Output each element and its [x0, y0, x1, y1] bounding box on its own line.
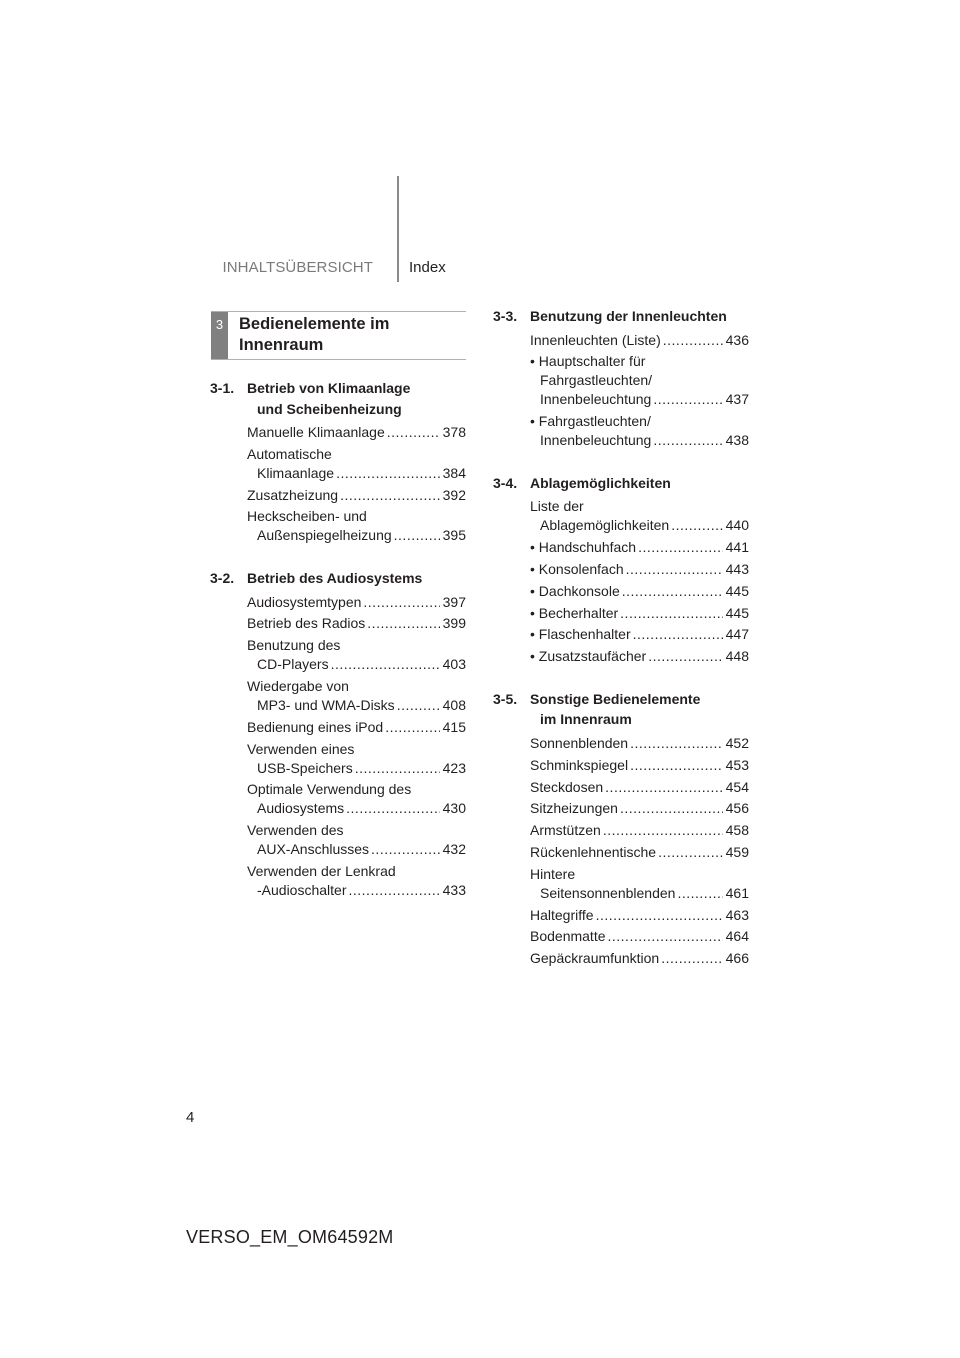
section-heading	[211, 311, 466, 360]
toc-entry-text: Audiosystems	[257, 800, 345, 817]
toc-entry-line	[530, 799, 749, 818]
toc-entry-text-line: Verwenden eines	[247, 740, 355, 757]
toc-group-heading-line	[210, 378, 466, 399]
toc-entry-page: 459	[725, 843, 749, 860]
dot-leader	[658, 843, 723, 862]
toc-entry-text: Audiosystemtypen	[247, 593, 362, 610]
dot-leader	[671, 516, 722, 535]
dot-leader	[653, 390, 722, 409]
toc-entry-text: USB-Speichers	[257, 759, 353, 776]
dot-leader	[605, 778, 722, 797]
toc-entry-line	[247, 614, 466, 633]
toc-entry-line	[247, 593, 466, 612]
toc-entry[interactable]	[247, 718, 466, 737]
toc-entry-text: • Zusatzstaufächer	[530, 648, 647, 665]
toc-entry-text: Innenleuchten (Liste)	[530, 331, 661, 348]
toc-group-heading	[493, 306, 749, 327]
dot-leader	[653, 431, 722, 450]
toc-group-heading-line	[210, 568, 466, 589]
toc-entry[interactable]	[247, 780, 466, 818]
toc-entry-text: • Handschuhfach	[530, 539, 637, 556]
toc-items	[493, 734, 749, 968]
toc-entry[interactable]	[530, 949, 749, 968]
toc-entry-text-line: • Hauptschalter für	[530, 353, 646, 370]
toc-group-heading-line	[493, 473, 749, 494]
toc-entry-text: Sonnenblenden	[530, 734, 629, 751]
toc-items	[493, 331, 749, 451]
toc-entry-line	[530, 582, 749, 601]
toc-group-heading	[210, 378, 466, 419]
toc-entry[interactable]	[530, 906, 749, 925]
toc-entry-line	[247, 840, 466, 859]
toc-entry-page: 464	[725, 928, 749, 945]
toc-entry-text-line: Hintere	[530, 865, 576, 882]
group-spacer	[493, 453, 749, 473]
toc-entry[interactable]	[247, 593, 466, 612]
toc-entry-line	[530, 560, 749, 579]
toc-entry-text: Seitensonnenblenden	[540, 884, 676, 901]
toc-entry-line	[530, 625, 749, 644]
toc-entry-text-line: Benutzung des	[247, 637, 341, 654]
header-link-index[interactable]: Index	[409, 259, 446, 276]
toc-entry-page: 423	[442, 759, 466, 776]
toc-entry[interactable]	[247, 677, 466, 715]
toc-entry-line	[247, 526, 466, 545]
toc-entry-text: Manuelle Klimaanlage	[247, 424, 385, 440]
toc-entry[interactable]	[530, 497, 749, 535]
toc-entry[interactable]	[247, 821, 466, 859]
dot-leader	[622, 582, 723, 601]
toc-entry[interactable]	[530, 778, 749, 797]
toc-entry-line	[247, 464, 466, 483]
toc-entry-line	[530, 647, 749, 666]
dot-leader	[346, 799, 439, 818]
toc-entry-page: 432	[442, 841, 466, 858]
dot-leader	[367, 614, 439, 633]
toc-entry-text: Steckdosen	[530, 778, 604, 795]
toc-group-number: 3-4.	[493, 474, 518, 491]
toc-entry-text: Haltegriffe	[530, 906, 594, 923]
toc-entry-page: 392	[442, 486, 466, 503]
toc-entry-line	[530, 884, 749, 903]
document-code: VERSO_EM_OM64592M	[186, 1227, 394, 1247]
toc-entry-page: 443	[725, 560, 749, 577]
toc-entry-page: 438	[725, 432, 749, 449]
toc-entry-text: CD-Players	[257, 656, 329, 673]
toc-entry[interactable]	[247, 636, 466, 674]
dot-leader	[336, 464, 440, 483]
dot-leader	[677, 884, 722, 903]
toc-entry[interactable]	[530, 604, 749, 623]
page-number: 4	[186, 1109, 195, 1126]
toc-group-title: Betrieb des Audiosystems	[247, 570, 423, 587]
toc-entry-text: Armstützen	[530, 822, 601, 839]
toc-group-number: 3-2.	[210, 570, 235, 587]
toc-group-title: Sonstige Bedienelemente	[530, 690, 701, 707]
toc-entry-text-line: Liste der	[530, 498, 584, 515]
toc-entry-page: 384	[442, 464, 466, 481]
dot-leader	[363, 593, 439, 612]
toc-entry-page: 445	[725, 604, 749, 621]
toc-items	[493, 497, 749, 666]
dot-leader	[663, 331, 723, 350]
toc-group-title: Betrieb von Klimaanlage	[247, 380, 411, 396]
dot-leader	[630, 756, 723, 775]
toc-entry-page: 452	[725, 734, 749, 751]
toc-entry-line	[247, 799, 466, 818]
toc-group-heading-line	[493, 689, 749, 710]
toc-entry[interactable]	[530, 647, 749, 666]
toc-entry-text-line: Optimale Verwendung des	[247, 781, 412, 798]
toc-entry-text: Klimaanlage	[257, 464, 335, 481]
toc-entry-page: 463	[725, 906, 749, 923]
toc-entry-line	[530, 927, 749, 946]
toc-entry-text: • Dachkonsole	[530, 582, 620, 599]
toc-entry-text-line: • Fahrgastleuchten/	[530, 413, 651, 430]
toc-entry[interactable]	[530, 821, 749, 840]
toc-entry-page: 437	[725, 391, 749, 408]
dot-leader	[387, 423, 440, 442]
toc-column-left	[210, 378, 466, 903]
toc-entry-text: Sitzheizungen	[530, 800, 618, 817]
dot-leader	[596, 906, 723, 925]
toc-entry-page: 433	[442, 882, 466, 899]
toc-entry-page: 441	[725, 539, 749, 556]
dot-leader	[355, 759, 440, 778]
toc-entry-page: 395	[442, 527, 466, 544]
dot-leader	[633, 625, 723, 644]
toc-entry-line	[530, 431, 749, 450]
toc-entry[interactable]	[530, 799, 749, 818]
toc-entry-page: 456	[725, 800, 749, 817]
toc-entry-line	[530, 949, 749, 968]
toc-column-right	[493, 306, 749, 971]
group-spacer	[210, 548, 466, 568]
toc-entry[interactable]	[530, 412, 749, 450]
toc-entry[interactable]	[247, 862, 466, 900]
dot-leader	[603, 821, 723, 840]
toc-entry-line	[530, 756, 749, 775]
toc-entry-page: 447	[725, 626, 749, 643]
dot-leader	[648, 647, 722, 666]
toc-entry-page: 445	[725, 582, 749, 599]
toc-entry-text: Zusatzheizung	[247, 486, 339, 503]
toc-entry-text: • Becherhalter	[530, 604, 619, 621]
dot-leader	[340, 486, 440, 505]
toc-entry[interactable]	[530, 843, 749, 862]
toc-entry-page: 397	[442, 593, 466, 610]
toc-entry[interactable]	[530, 560, 749, 579]
toc-entry-text-line: Fahrgastleuchten/	[540, 372, 653, 389]
toc-entry[interactable]	[530, 734, 749, 753]
toc-entry-page: 461	[725, 884, 749, 901]
toc-entry-text-line: Heckscheiben- und	[247, 508, 367, 525]
toc-entry-line	[530, 821, 749, 840]
toc-entry-text: Innenbeleuchtung	[540, 391, 652, 408]
toc-entry-text: MP3- und WMA-Disks	[257, 697, 395, 714]
toc-items	[210, 593, 466, 900]
toc-entry-line	[247, 759, 466, 778]
toc-group-number: 3-5.	[493, 690, 518, 707]
group-spacer	[493, 669, 749, 689]
toc-group-title: Benutzung der Innenleuchten	[530, 308, 727, 324]
toc-entry-page: 458	[725, 822, 749, 839]
toc-entry-line	[530, 331, 749, 350]
toc-entry-text: • Konsolenfach	[530, 560, 624, 577]
toc-entry-page: 430	[442, 800, 466, 817]
toc-entry[interactable]	[530, 865, 749, 903]
dot-leader	[385, 718, 439, 737]
toc-entry-page: 399	[442, 615, 466, 632]
toc-entry-text: Schminkspiegel	[530, 756, 629, 773]
toc-entry-line	[247, 696, 466, 715]
toc-group-heading	[493, 689, 749, 730]
toc-entry-page: 408	[442, 697, 466, 714]
toc-entry-page: 378	[442, 424, 466, 440]
dot-leader	[638, 538, 723, 557]
toc-entry-line	[247, 486, 466, 505]
toc-entry-text: -Audioschalter	[257, 882, 347, 899]
toc-entry-text: AUX-Anschlusses	[257, 841, 370, 858]
toc-entry[interactable]	[530, 756, 749, 775]
toc-group-number: 3-3.	[493, 308, 518, 324]
toc-entry-text-line: Verwenden der Lenkrad	[247, 863, 396, 880]
dot-leader	[397, 696, 440, 715]
toc-entry-line	[530, 390, 749, 409]
dot-leader	[661, 949, 722, 968]
dot-leader	[620, 604, 722, 623]
toc-entry-line	[530, 843, 749, 862]
toc-entry-text: Außenspiegelheizung	[257, 527, 392, 544]
dot-leader	[394, 526, 440, 545]
toc-entry[interactable]	[530, 352, 749, 409]
header-divider	[397, 176, 399, 282]
toc-entry-line	[247, 718, 466, 737]
toc-entry-text-line: Wiedergabe von	[247, 678, 349, 695]
section-title-line2: Innenraum	[239, 336, 324, 354]
toc-entry-line	[247, 655, 466, 674]
dot-leader	[349, 881, 440, 900]
section-title-line1: Bedienelemente im	[239, 315, 390, 333]
toc-entry-line	[530, 906, 749, 925]
toc-entry-line	[530, 604, 749, 623]
toc-entry-line	[247, 881, 466, 900]
toc-entry-page: 453	[725, 756, 749, 773]
toc-group-title-cont: im Innenraum	[540, 711, 632, 728]
dot-leader	[620, 799, 723, 818]
toc-entry[interactable]	[530, 927, 749, 946]
toc-group-heading	[210, 568, 466, 589]
dot-leader	[626, 560, 723, 579]
toc-entry[interactable]	[247, 445, 466, 483]
toc-entry[interactable]	[247, 486, 466, 505]
toc-group-number: 3-1.	[210, 380, 235, 396]
toc-entry-page: 403	[442, 656, 466, 673]
toc-entry-page: 440	[725, 517, 749, 534]
toc-entry-page: 448	[725, 648, 749, 665]
toc-group-title: Ablagemöglichkeiten	[530, 474, 671, 491]
toc-entry[interactable]	[530, 331, 749, 350]
toc-entry-line	[530, 516, 749, 535]
toc-items	[210, 423, 466, 545]
toc-entry[interactable]	[247, 740, 466, 778]
toc-entry-line	[530, 778, 749, 797]
toc-entry-text: Betrieb des Radios	[247, 615, 366, 632]
dot-leader	[608, 927, 723, 946]
toc-entry-line	[247, 423, 466, 442]
toc-entry-text: Innenbeleuchtung	[540, 432, 652, 449]
toc-group-title-cont: und Scheibenheizung	[257, 400, 402, 417]
toc-group-heading	[493, 473, 749, 494]
toc-entry[interactable]	[530, 538, 749, 557]
toc-entry-page: 415	[442, 718, 466, 735]
toc-entry-page: 436	[725, 331, 749, 348]
section-title	[239, 314, 389, 356]
toc-entry-line	[530, 734, 749, 753]
toc-entry-text-line: Verwenden des	[247, 822, 344, 839]
dot-leader	[630, 734, 723, 753]
toc-entry[interactable]	[530, 625, 749, 644]
toc-entry[interactable]	[247, 507, 466, 545]
toc-entry[interactable]	[530, 582, 749, 601]
toc-entry[interactable]	[247, 423, 466, 442]
toc-entry-text: Gepäckraumfunktion	[530, 950, 660, 967]
toc-group-heading-line	[493, 306, 749, 327]
toc-entry-line	[530, 538, 749, 557]
toc-entry-text: Ablagemöglichkeiten	[540, 517, 670, 534]
toc-entry-text: Rückenlehnentische	[530, 843, 657, 860]
toc-entry[interactable]	[247, 614, 466, 633]
toc-entry-text: Bodenmatte	[530, 928, 606, 945]
section-number-tab: 3	[211, 312, 228, 359]
toc-entry-text-line: Automatische	[247, 445, 332, 462]
toc-entry-page: 466	[725, 950, 749, 967]
toc-entry-text: • Flaschenhalter	[530, 626, 631, 643]
dot-leader	[331, 655, 440, 674]
header-link-inhaltsuebersicht[interactable]: INHALTSÜBERSICHT	[222, 259, 373, 276]
dot-leader	[371, 840, 440, 859]
toc-entry-page: 454	[725, 778, 749, 795]
toc-entry-text: Bedienung eines iPod	[247, 718, 384, 735]
